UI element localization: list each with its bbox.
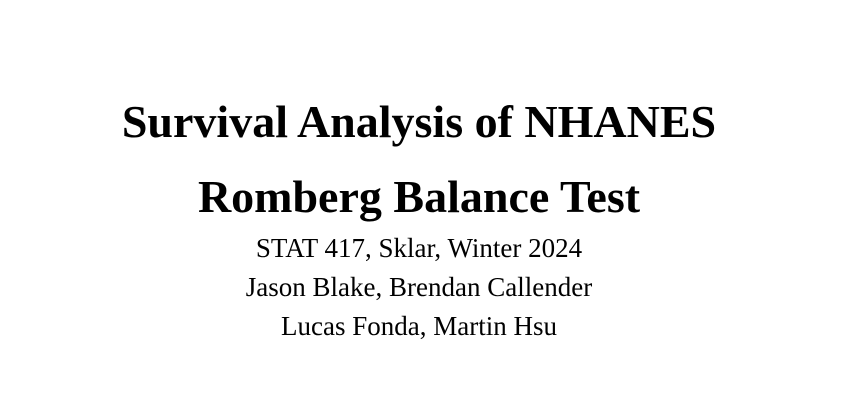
course-info: STAT 417, Sklar, Winter 2024 <box>255 233 583 263</box>
title-line-2: Romberg Balance Test <box>197 171 641 222</box>
paper-byline <box>0 229 838 346</box>
authors-line-1: Jason Blake, Brendan Callender <box>245 272 593 302</box>
authors-line-2: Lucas Fonda, Martin Hsu <box>281 311 557 341</box>
title-line-1: Survival Analysis of NHANES <box>121 96 717 147</box>
paper-title <box>0 84 838 234</box>
